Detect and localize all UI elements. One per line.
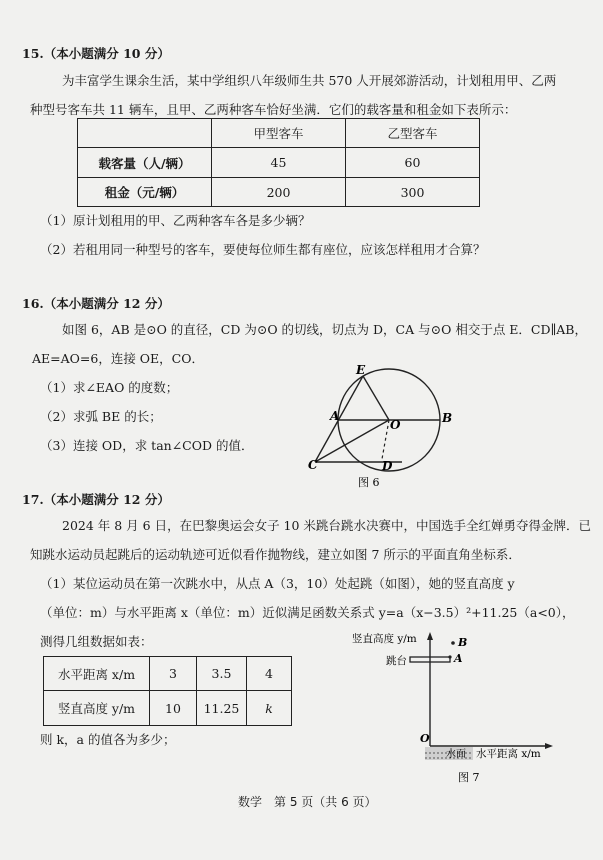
q15-intro-line1: 为丰富学生课余生活，某中学组织八年级师生共 570 人开展郊游活动，计划租用甲、乙两 [62,73,557,88]
point-b [451,641,455,645]
segment-oe [363,376,389,420]
q17-line2: 知跳水运动员起跳后的运动轨迹可近似看作抛物线，建立如图 7 所示的平面直角坐标系． [30,547,521,562]
figure-7-caption: 图 7 [458,771,480,784]
q15-table [77,118,480,207]
q17-part1-line2: （单位：m）与水平距离 x（单位：m）近似满足函数关系式 y=a（x−3.5）²+11.25（a<0）， [40,605,575,620]
q16-title: 16.（本小题满分 12 分） [22,296,170,311]
water-label: 水面 [446,749,466,760]
q15-cell: 200 [212,178,346,207]
q17-row-label: 水平距离 x/m [44,657,150,691]
platform-label: 跳台 [386,655,407,667]
q15-head-cell: 甲型客车 [212,119,346,148]
q15-cell: 300 [346,178,480,207]
q15-row-label: 租金（元/辆） [78,178,212,207]
y-axis-label: 竖直高度 y/m [352,633,417,645]
q15-cell: 60 [346,148,480,178]
label-a: A [454,652,463,665]
label-a: A [330,409,340,423]
q17-part1-line3: 测得几组数据如表： [40,634,153,649]
q17-cell: 4 [247,657,292,691]
figure-7-coordinate-diagram [340,628,580,788]
q17-row-label: 竖直高度 y/m [44,691,150,726]
label-c: C [308,458,318,472]
q15-intro-line2: 种型号客车共 11 辆车，且甲、乙两种客车恰好坐满．它们的载客量和租金如下表所示： [30,102,517,117]
q17-cell: k [247,691,292,726]
page-footer: 数学 第 5 页（共 6 页） [238,795,377,809]
q16-part1: （1）求∠EAO 的度数； [40,380,179,395]
q15-title: 15.（本小题满分 10 分） [22,46,170,61]
q17-cell: 10 [150,691,197,726]
q15-head-cell [78,119,212,148]
q15-part1: （1）原计划租用的甲、乙两种客车各是多少辆？ [40,213,311,228]
figure-6-caption: 图 6 [358,476,380,489]
q15-row-label: 载客量（人/辆） [78,148,212,178]
origin-label: O [420,732,430,745]
y-axis-arrow [427,632,433,640]
q16-line1: 如图 6，AB 是⊙O 的直径，CD 为⊙O 的切线，切点为 D，CA 与⊙O 相交于点 E．CD∥AB， [62,322,587,337]
q17-part1-line1: （1）某位运动员在第一次跳水中，从点 A（3，10）处起跳（如图），她的竖直高度 y [40,576,515,591]
q17-cell: 3 [150,657,197,691]
segment-od [382,420,389,459]
label-o: O [390,418,401,432]
point-a [448,655,451,658]
q15-part2: （2）若租用同一种型号的客车，要使每位师生都有座位，应该怎样租用才合算？ [40,242,486,257]
q16-line2: AE=AO=6，连接 OE，CO． [32,351,204,366]
label-b: B [442,411,453,425]
q16-part3: （3）连接 OD，求 tan∠COD 的值． [40,438,254,453]
x-axis-label: 水平距离 x/m [476,748,541,760]
q17-cell: 3.5 [197,657,247,691]
q17-table [43,656,292,726]
q15-cell: 45 [212,148,346,178]
x-axis-arrow [545,743,553,749]
label-b: B [458,636,468,649]
q15-head-cell: 乙型客车 [346,119,480,148]
label-e: E [356,363,366,377]
q17-title: 17.（本小题满分 12 分） [22,492,170,507]
q16-part2: （2）求弧 BE 的长； [40,409,162,424]
q17-line1: 2024 年 8 月 6 日，在巴黎奥运会女子 10 米跳台跳水决赛中，中国选手全红婵勇夺得金牌．已 [62,518,591,533]
q17-cell: 11.25 [197,691,247,726]
label-d: D [382,459,393,473]
figure-6-circle-diagram [300,362,453,490]
q17-question: 则 k，a 的值各为多少； [40,732,176,747]
